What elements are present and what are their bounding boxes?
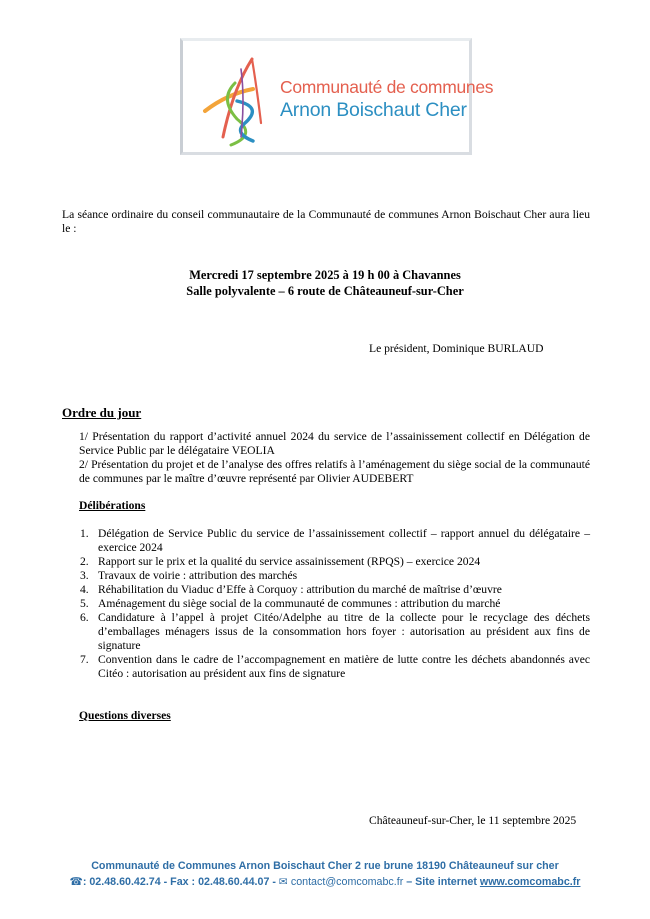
deliberation-item: Aménagement du siège social de la communauté de communes : attribution du marché bbox=[98, 597, 501, 610]
deliberation-item: Réhabilitation du Viaduc d’Effe à Corquoy : attribution du marché de maîtrise d’œuvre bbox=[98, 583, 502, 596]
meeting-date: Mercredi 17 septembre 2025 à 19 h 00 à Chavannes bbox=[189, 268, 461, 282]
deliberation-item: Candidature à l’appel à projet Citéo/Adelphe au titre de la collecte pour le recyclage des déchets d’emballages ménagers issus de la consommation hors foyer : autorisation au président aux fins de signature bbox=[98, 611, 590, 652]
phone-icon: ☎ bbox=[69, 876, 83, 888]
deliberation-number: 2. bbox=[80, 555, 89, 568]
footer-website-link[interactable]: www.comcomabc.fr bbox=[479, 876, 581, 888]
deliberation-number: 7. bbox=[80, 653, 89, 666]
deliberation-item: Délégation de Service Public du service de l’assainissement collectif – rapport annuel du délégataire – exercice 2024 bbox=[98, 527, 590, 554]
deliberation-number: 6. bbox=[80, 611, 89, 624]
meeting-place: Salle polyvalente – 6 route de Châteauneuf-sur-Cher bbox=[186, 284, 464, 298]
deliberation-number: 1. bbox=[80, 527, 89, 540]
footer-email[interactable]: contact@comcomabc.fr bbox=[290, 876, 404, 888]
intro-paragraph: La séance ordinaire du conseil communautaire de la Communauté de communes Arnon Boischaut Cher aura lieu le : bbox=[62, 208, 590, 235]
mail-icon: ✉ bbox=[278, 876, 288, 888]
deliberation-item: Travaux de voirie : attribution des marchés bbox=[98, 569, 298, 582]
logo-title-line2: Arnon Boischaut Cher bbox=[280, 99, 467, 121]
deliberation-number: 3. bbox=[80, 569, 89, 582]
logo-title-line1: Communauté de communes bbox=[280, 77, 494, 97]
closing-date: Châteauneuf-sur-Cher, le 11 septembre 2025 bbox=[369, 814, 577, 827]
footer-contact bbox=[0, 876, 650, 889]
deliberation-number: 5. bbox=[80, 597, 89, 610]
agenda-item: 1/ Présentation du rapport d’activité annuel 2024 du service de l’assainissement collectif en Délégation de Service Public par le délégataire VEOLIA bbox=[79, 430, 590, 457]
agenda-item: 2/ Présentation du projet et de l’analyse des offres relatifs à l’aménagement du siège social de la communauté de communes par le maître d’œuvre représenté par Olivier AUDEBERT bbox=[79, 458, 590, 485]
deliberation-item: Convention dans le cadre de l’accompagnement en matière de lutte contre les déchets abandonnés avec Citéo : autorisation au président aux fins de signature bbox=[98, 653, 590, 680]
questions-title: Questions diverses bbox=[79, 709, 171, 722]
signer: Le président, Dominique BURLAUD bbox=[369, 342, 544, 355]
footer-address: Communauté de Communes Arnon Boischaut Cher 2 rue brune 18190 Châteauneuf sur cher bbox=[91, 860, 559, 872]
agenda-title: Ordre du jour bbox=[62, 405, 142, 420]
footer-phone: : 02.48.60.42.74 - Fax : 02.48.60.44.07 - bbox=[82, 876, 279, 888]
deliberations-title: Délibérations bbox=[79, 499, 146, 512]
deliberation-number: 4. bbox=[80, 583, 89, 596]
deliberation-item: Rapport sur le prix et la qualité du service assainissement (RPQS) – exercice 2024 bbox=[98, 555, 481, 568]
logo-mark-icon bbox=[197, 49, 267, 149]
logo-box bbox=[180, 38, 494, 155]
footer-site-label: – Site internet bbox=[403, 876, 480, 888]
